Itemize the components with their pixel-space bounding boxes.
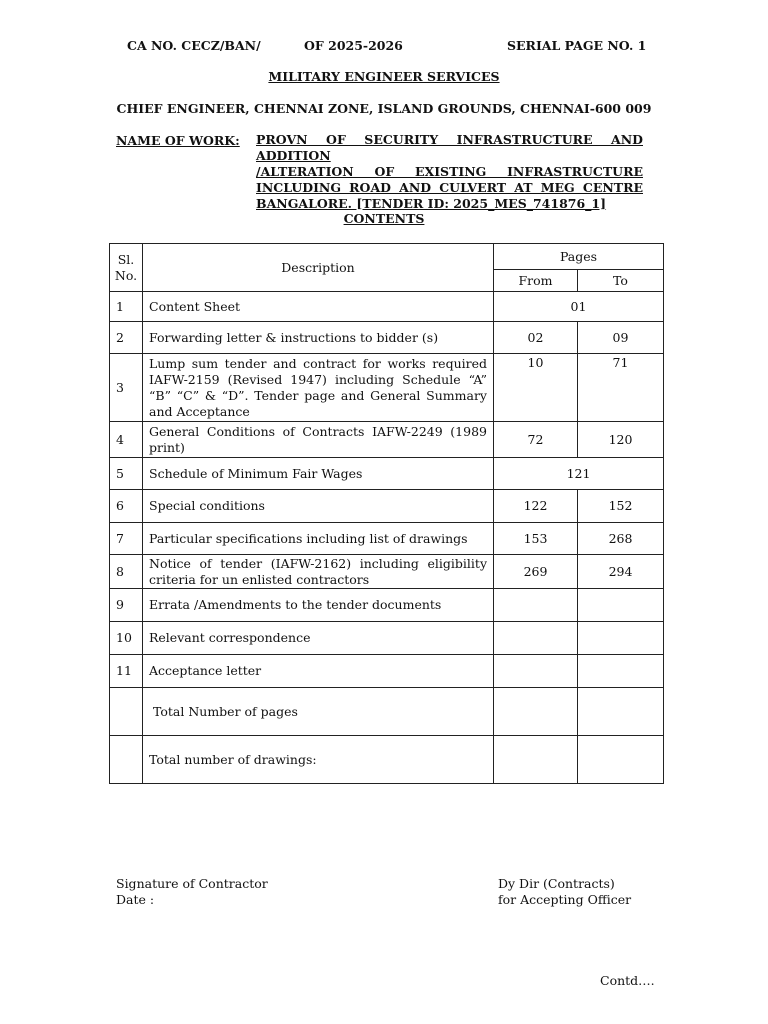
row-from: 122 [494,490,578,523]
signature-of-contractor: Signature of Contractor [116,876,268,891]
name-of-work-text [256,132,643,212]
pages-header: Pages [494,244,664,270]
table-row [110,354,664,422]
row-description: Acceptance letter [143,655,494,688]
serial-page-number: SERIAL PAGE NO. 1 [507,38,647,53]
total-pages-to [578,688,664,736]
row-sl: 9 [110,589,143,622]
financial-year: OF 2025-2026 [304,38,403,53]
row-from [494,655,578,688]
row-description: Notice of tender (IAFW-2162) including eligibility criteria for un enlisted contractors [143,555,494,589]
for-accepting-officer: for Accepting Officer [498,892,632,907]
row-to: 268 [578,523,664,555]
table-row [110,422,664,458]
row-from: 269 [494,555,578,589]
row-sl: 3 [110,354,143,422]
total-pages-from [494,688,578,736]
row-sl: 10 [110,622,143,655]
row-description: Lump sum tender and contract for works required IAFW-2159 (Revised 1947) including Schedule “A” “B” “C” & “D”. Tender page and General Summary and Acceptance [143,354,494,422]
office-address: CHIEF ENGINEER, CHENNAI ZONE, ISLAND GROUNDS, CHENNAI-600 009 [116,101,652,116]
row-pages: 01 [494,292,664,322]
row-to: 09 [578,322,664,354]
work-line-1: PROVN OF SECURITY INFRASTRUCTURE AND ADDITION [256,132,643,163]
table-row [110,490,664,523]
contractor-signature [116,876,268,908]
table-row [110,292,664,322]
row-from: 10 [494,354,578,422]
row-description: Special conditions [143,490,494,523]
table-row [110,555,664,589]
row-from [494,622,578,655]
table-row [110,523,664,555]
row-description: Forwarding letter & instructions to bidder (s) [143,322,494,354]
row-description: General Conditions of Contracts IAFW-2249 (1989 print) [143,422,494,458]
row-sl: 6 [110,490,143,523]
table-row [110,322,664,354]
row-to: 294 [578,555,664,589]
row-from: 72 [494,422,578,458]
row-sl: 8 [110,555,143,589]
work-line-4: BANGALORE. [TENDER ID: 2025_MES_741876_1] [256,196,607,211]
contents-table [109,243,664,784]
total-drawings-to [578,736,664,784]
description-header: Description [143,244,494,292]
table-row [110,655,664,688]
total-drawings-label: Total number of drawings: [143,736,494,784]
total-pages-row [110,688,664,736]
row-description: Errata /Amendments to the tender documents [143,589,494,622]
from-header: From [494,270,578,292]
row-to: 152 [578,490,664,523]
row-sl: 5 [110,458,143,490]
row-description: Relevant correspondence [143,622,494,655]
name-of-work-label: NAME OF WORK: [116,133,240,148]
total-pages-label: Total Number of pages [143,688,494,736]
row-from: 02 [494,322,578,354]
row-to [578,589,664,622]
date-label: Date : [116,892,155,907]
table-header-row [110,244,664,270]
row-sl: 7 [110,523,143,555]
row-description: Schedule of Minimum Fair Wages [143,458,494,490]
continued-note: Contd…. [600,973,655,988]
row-description: Particular specifications including list of drawings [143,523,494,555]
row-from: 153 [494,523,578,555]
table-row [110,458,664,490]
row-sl: 2 [110,322,143,354]
row-from [494,589,578,622]
total-drawings-sl [110,736,143,784]
dy-dir-contracts: Dy Dir (Contracts) [498,876,615,891]
row-to [578,655,664,688]
row-pages: 121 [494,458,664,490]
to-header: To [578,270,664,292]
work-line-3: INCLUDING ROAD AND CULVERT AT MEG CENTRE [256,180,643,195]
organization-title: MILITARY ENGINEER SERVICES [268,69,500,84]
row-sl: 1 [110,292,143,322]
row-sl: 4 [110,422,143,458]
table-row [110,622,664,655]
total-pages-sl [110,688,143,736]
row-to [578,622,664,655]
ca-number: CA NO. CECZ/BAN/ [127,38,261,53]
contents-title: CONTENTS [343,211,425,226]
sl-no-header: Sl. No. [110,244,143,292]
total-drawings-row [110,736,664,784]
row-to: 120 [578,422,664,458]
row-sl: 11 [110,655,143,688]
work-line-2: /ALTERATION OF EXISTING INFRASTRUCTURE [256,164,643,179]
row-description: Content Sheet [143,292,494,322]
total-drawings-from [494,736,578,784]
row-to: 71 [578,354,664,422]
accepting-officer-signature [498,876,631,908]
table-row [110,589,664,622]
